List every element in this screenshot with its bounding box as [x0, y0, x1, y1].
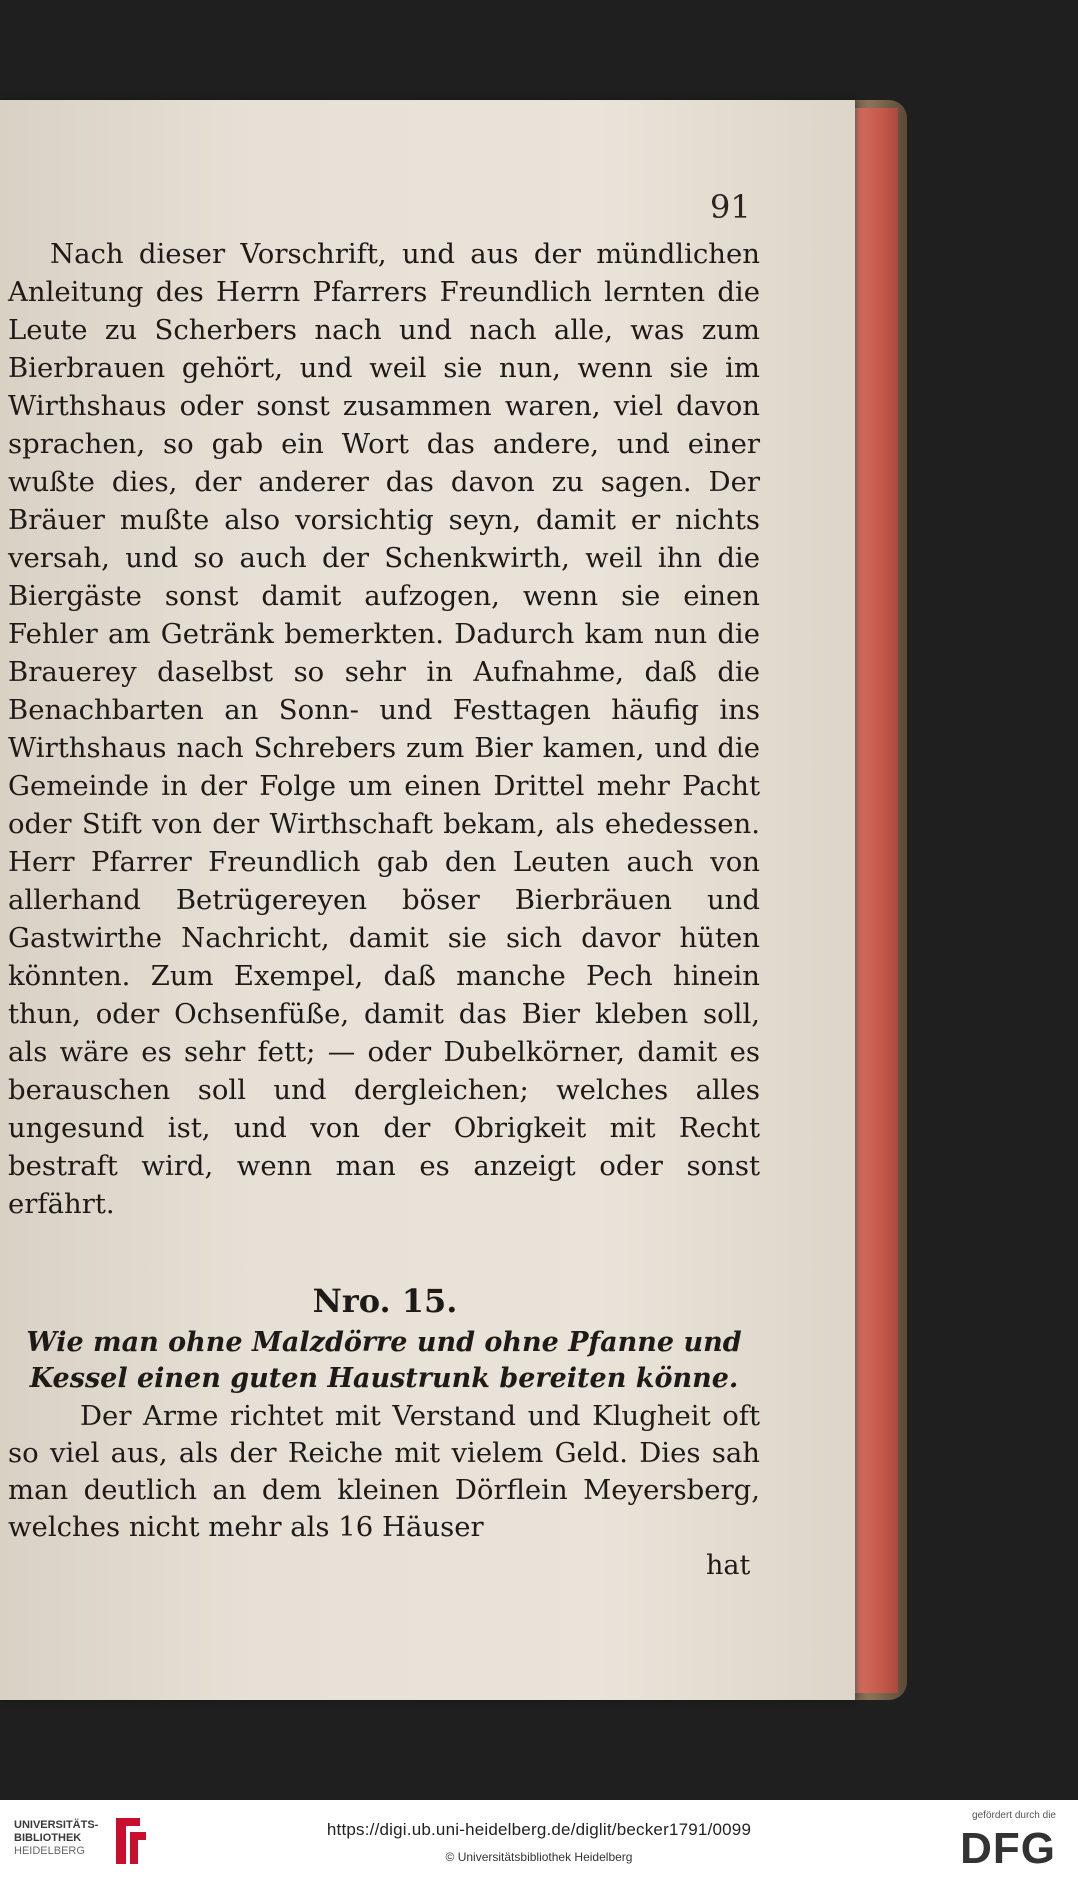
body-text-paragraph-2	[8, 1398, 760, 1546]
section-number: Nro. 15.	[312, 1282, 458, 1320]
footer-bar	[0, 1800, 1078, 1879]
document-url-link[interactable]: https://digi.ub.uni-heidelberg.de/diglit/becker1791/0099	[326, 1820, 752, 1839]
body-text-paragraph	[8, 235, 760, 1223]
library-name-line-2: BIBLIOTHEK	[14, 1832, 82, 1844]
copyright-notice: © Universitätsbibliothek Heidelberg	[445, 1850, 633, 1864]
dfg-logo: DFG	[960, 1824, 1056, 1873]
catchword: hat	[706, 1550, 751, 1581]
funded-by-label: gefördert durch die	[972, 1810, 1056, 1821]
section-title-line-2: Kessel einen guten Haustrunk bereiten könne.	[29, 1363, 739, 1394]
library-name-line-1: UNIVERSITÄTS-	[14, 1819, 99, 1831]
section-title	[8, 1325, 760, 1397]
section-title-line-1: Wie man ohne Malzdörre und ohne Pfanne und	[26, 1327, 742, 1358]
library-name-line-3: HEIDELBERG	[14, 1845, 85, 1857]
paragraph-2: Der Arme richtet mit Verstand und Klugheit oft so viel aus, als der Reiche mit vielem Geld. Dies sah man deutlich an dem kleinen Dörflein Meyersberg, welches nicht mehr als 16 Häuser	[8, 1400, 760, 1543]
paragraph-1: Nach dieser Vorschrift, und aus der mündlichen Anleitung des Herrn Pfarrers Freundlich lernten die Leute zu Scherbers nach und nach alle, was zum Bierbrauen gehört, und weil sie nun, wenn sie im Wirthshaus oder sonst zusammen waren, viel davon sprachen, so gab ein Wort das andere, und einer wußte dies, der anderer das davon zu sagen. Der Bräuer mußte also vorsichtig seyn, damit er nichts versah, und so auch der Schenkwirth, weil ihn die Biergäste sonst damit aufzogen, wenn sie einen Fehler am Getränk bemerkten. Dadurch kam nun die Brauerey daselbst so sehr in Aufnahme, daß die Benachbarten an Sonn- und Festtagen häufig ins Wirthshaus nach Schrebers zum Bier kamen, und die Gemeinde in der Folge um einen Drittel mehr Pacht oder Stift von der Wirthschaft bekam, als ehedessen. Herr Pfarrer Freundlich gab den Leuten auch von allerhand Betrügereyen böser Bierbräuen und Gastwirthe Nachricht, damit sie sich davor hüten könnten. Zum Exempel, daß manche Pech hinein thun, oder Ochsenfüße, damit das Bier kleben soll, als wäre es sehr fett; — oder Dubelkörner, damit es berauschen soll und dergleichen; welches alles ungesund ist, und von der Obrigkeit mit Recht bestraft wird, wenn man es anzeigt oder sonst erfährt.	[8, 238, 760, 1220]
page-number: 91	[710, 188, 751, 226]
